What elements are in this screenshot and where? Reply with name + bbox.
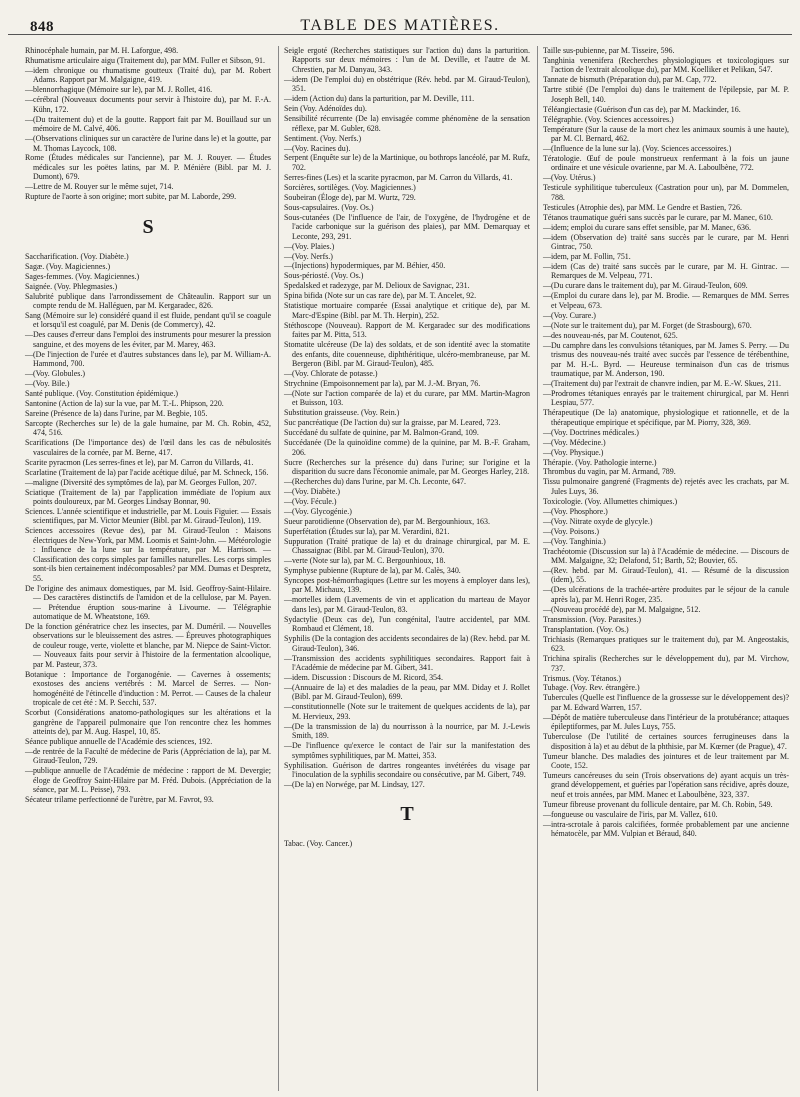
index-entry: Transplantation. (Voy. Os.) (543, 624, 629, 634)
index-entry: Salubrité publique dans l'arrondissement de Châteaulin. Rapport sur un compte rendu de M. Halléguen, par M. Kergaradec, 826. (25, 291, 271, 311)
index-entry: —(Voy. Fécule.) (284, 496, 337, 506)
index-entry: —(Nouveau procédé de), par M. Malgaigne, 512. (543, 604, 701, 614)
index-entry: Télégraphie. (Voy. Sciences accessoires.) (543, 114, 674, 124)
index-entry: Tabac. (Voy. Cancer.) (284, 839, 353, 849)
index-entry: —(Voy. Curare.) (543, 310, 596, 320)
index-entry: Sous-périosté. (Voy. Os.) (284, 271, 364, 281)
index-entry: —(Des ulcérations de la trachée-artère produites par le séjour de la canule après la), par M. Henri Roger, 235. (543, 585, 789, 604)
index-entry: Testicule syphilitique tuberculeux (Castration pour un), par M. Dommelen, 788. (543, 183, 789, 202)
index-entry: Spedalsked et radezyge, par M. Delioux de Savignac, 231. (284, 281, 470, 291)
index-entry: Tumeur blanche. Des maladies des jointures et de leur traitement par M. Coote, 152. (543, 751, 789, 771)
index-entry: Sagæ. (Voy. Magiciennes.) (25, 261, 111, 271)
index-entry: —(Voy. Phosphore.) (543, 506, 608, 516)
index-entry: —(De la transmission de la) du nourrisson à la nourrice, par M. J.-Lewis Smith, 189. (284, 721, 530, 741)
index-entry: Sareine (Présence de la) dans l'urine, par M. Begbie, 105. (25, 409, 208, 418)
index-entry: Sensibilité récurrente (De la) envisagée comme phénomène de la sensation réflexe, par M. Gubler, 628. (284, 114, 530, 133)
index-entry: Rhumatisme articulaire aigu (Traitement du), par MM. Fuller et Sibson, 91. (25, 55, 265, 65)
index-entry: Scarite pyracmon (Les serres-fines et le), par M. Carron du Villards, 41. (25, 457, 254, 467)
index-entry: Sécateur trilame perfectionné de l'urètre, par M. Favrot, 93. (25, 795, 214, 805)
index-entry: Toxicologie. (Voy. Allumettes chimiques.) (543, 496, 678, 506)
index-entry: —(Traitement du) par l'extrait de chanvre indien, par M. E.-W. Skues, 211. (543, 378, 781, 388)
index-entry: —(Voy. Racines du). (284, 143, 351, 153)
index-entry: Seigle ergoté (Recherches statistiques sur l'action du) dans la parturition. Rapports sur deux mémoires : l'un de M. Deville, et l'autre de M. Chrestien, par M. Danyau, 343. (284, 46, 530, 74)
index-entry: —(Du curare dans le traitement du), par M. Giraud-Teulon, 609. (543, 281, 748, 291)
index-entry: Saignée. (Voy. Phlegmasies.) (25, 281, 118, 291)
index-entry: Serres-fines (Les) et la scarite pyracmon, par M. Carron du Villards, 41. (284, 172, 513, 182)
index-entry: —(Observations cliniques sur un caractère de l'urine dans le) et la goutte, par M. Thomas Laycock, 108. (25, 134, 271, 153)
index-entry: Rome (Études médicales sur l'ancienne), par M. J. Rouyer. — Études médicales sur les poëtes latins, par M. P. Ménière (Bibl. par M. J. Dumont), 679. (25, 153, 271, 182)
index-entry: —idem; emploi du curare sans effet sensible, par M. Manec, 636. (543, 222, 751, 232)
index-entry: —(Voy. Poisons.) (543, 526, 600, 536)
index-entry: Tubage. (Voy. Rev. étrangère.) (543, 683, 640, 693)
index-entry: Suc pancréatique (De l'action du) sur la graisse, par M. Leared, 723. (284, 418, 501, 428)
index-entry: —idem chronique ou rhumatisme goutteux (Traité du), par M. Robert Adams. Rapport par M. Malgaigne, 419. (25, 65, 271, 85)
index-entry: —idem (Cas de) traité sans succès par le curare, par M. H. Gintrac. — Remarques de M. Velpeau, 771. (543, 261, 789, 281)
index-entry: Sueur parotidienne (Observation de), par M. Bergounhioux, 163. (284, 516, 490, 526)
index-entry: Trichiasis (Remarques pratiques sur le traitement du), par M. Angeostakis, 623. (543, 634, 789, 654)
index-entry: —fongueuse ou vasculaire de l'iris, par M. Vallez, 610. (543, 809, 718, 819)
index-entry: —blennorrhagique (Mémoire sur le), par M. J. Rollet, 416. (25, 85, 213, 95)
index-entry: Tumeur fibreuse provenant du follicule dentaire, par M. Ch. Robin, 549. (543, 799, 773, 809)
index-column-right (537, 46, 792, 1091)
index-entry: —(Voy. Globules.) (25, 369, 85, 379)
index-entry: Trichina spiralis (Recherches sur le développement du), par M. Virchow, 737. (543, 654, 789, 673)
index-entry: Thrombus du vagin, par M. Armand, 789. (543, 467, 676, 477)
index-entry: Thérapie. (Voy. Pathologie interne.) (543, 457, 657, 467)
index-entry: Superfétation (Études sur la), par M. Verardini, 821. (284, 526, 450, 536)
index-entry: —De l'influence qu'exerce le contact de l'air sur la manifestation des symptômes syphilitiques, par M. Mattei, 353. (284, 741, 530, 760)
index-entry: —(Note sur l'action comparée de la) et du curare, par MM. Martin-Magron et Buisson, 103. (284, 388, 530, 408)
index-entry: Serpent (Enquête sur le) de la Martinique, ou bothrops lancéolé, par M. Rufz, 702. (284, 153, 530, 172)
index-entry: De l'origine des animaux domestiques, par M. Isid. Geoffroy-Saint-Hilaire. — Des caractères distinctifs de l'amidon et de la cellulose, par M. Payen. — Prétendue éruption sous-marine à Livourne. — Télégraphie automatique de M. Wheatstone, 169. (25, 583, 271, 622)
page-number: 848 (30, 19, 54, 35)
index-entry: —Du camphre dans les convulsions tétaniques, par M. James S. Perry. — Du trismus des nouveau-nés traité avec succès par l'essence de térébenthine, par M. H.-L. Byrd. — Heureuse terminaison d'un cas de trismus traumatique, par M. Anderson, 190. (543, 340, 789, 378)
page-title: TABLE DES MATIÈRES. (300, 17, 500, 34)
index-entry: —(Rev. hebd. par M. Giraud-Teulon), 41. — Résumé de la discussion (idem), 55. (543, 566, 789, 585)
index-entry: —verte (Note sur la), par M. C. Bergounhioux, 18. (284, 556, 446, 566)
index-entry: —(Du traitement du) et de la goutte. Rapport fait par M. Bouillaud sur un mémoire de M. Calvé, 406. (25, 114, 271, 134)
index-entry: Succédané du sulfate de quinine, par M. Balmon-Grand, 109. (284, 428, 479, 438)
index-entry: Rhinocéphale humain, par M. H. Laforgue, 498. (25, 46, 179, 55)
index-entry: —idem, par M. Follin, 751. (543, 252, 631, 262)
index-entry: Tuberculose (De l'utilité de certaines sources ferrugineuses dans la disposition à la) et au début de la phthisie, par M. Kœrner (de Prague), 47. (543, 732, 789, 751)
index-entry: Soubeiran (Éloge de), par M. Wurtz, 729. (284, 192, 416, 202)
index-entry: Syncopes post-hémorrhagiques (Lettre sur les moyens à employer dans les), par M. Michaux, 139. (284, 575, 530, 595)
section-letter: T (400, 803, 414, 826)
index-entry: —(Voy. Utérus.) (543, 173, 596, 183)
index-entry: Tétanos traumatique guéri sans succès par le curare, par M. Manec, 610. (543, 212, 773, 222)
index-entry: —Lettre de M. Rouyer sur le même sujet, 714. (25, 182, 174, 192)
index-entry: Thérapeutique (De la) anatomique, physiologique et rationnelle, et de la thérapeutique empirique et spécifique, par M. Piorry, 328, 369. (543, 408, 789, 427)
index-entry: Sorcières, sortilèges. (Voy. Magiciennes.) (284, 182, 416, 192)
index-entry: Séance publique annuelle de l'Académie des sciences, 192. (25, 736, 213, 746)
index-entry: Rupture de l'aorte à son origine; mort subite, par M. Laborde, 299. (25, 192, 237, 202)
index-entry: Tumeurs cancéreuses du sein (Trois observations de) ayant acquis un très-grand développement, et guéries par l'opération sans récidive, après douze, neuf et trois années, par MM. Manec et Laboulbène, 323, 337. (543, 771, 789, 799)
index-entry: —intra-scrotale à parois calcifiées, formée probablement par une ancienne hématocèle, par MM. Vulpian et Béraud, 840. (543, 819, 789, 839)
index-entry: Scarifications (De l'importance des) de l'œil dans les cas de nébulosités vasculaires de la cornée, par M. Berne, 417. (25, 438, 271, 457)
index-entry: —Prodromes tétaniques enrayés par le traitement chirurgical, par M. Henri Lespiau, 577. (543, 388, 789, 408)
index-column-left (22, 46, 274, 1091)
index-entry: Sentiment. (Voy. Nerfs.) (284, 133, 362, 143)
index-entry: —(Voy. Chlorate de potasse.) (284, 368, 378, 378)
index-entry: —(Influence de la lune sur la). (Voy. Sciences accessoires.) (543, 144, 732, 154)
index-entry: —(Note sur le traitement du), par M. Forget (de Strasbourg), 670. (543, 320, 752, 330)
index-entry: Statistique mortuaire comparée (Essai analytique et critique de), par M. Marc-d'Espine (Bibl. par M. Th. Herpin), 252. (284, 301, 530, 320)
index-entry: Transmission. (Voy. Parasites.) (543, 614, 642, 624)
index-entry: Sous-cutanées (De l'influence de l'air, de l'oxygène, de l'hydrogène et de l'acide carbonique sur la guérison des plaies), par MM. Demarquay et Leconte, 293, 291. (284, 212, 530, 241)
index-entry: —(Voy. Physique.) (543, 447, 604, 457)
index-entry: Tannate de bismuth (Préparation du), par M. Cap, 772. (543, 75, 717, 85)
index-entry: Tissu pulmonaire gangrené (Fragments de) rejetés avec les crachats, par M. Jules Luys, 36. (543, 477, 789, 496)
index-entry: Tanghinia venenifera (Recherches physiologiques et toxicologiques sur l'action de l'extrait alcoolique du), par MM. Koelliker et Pelikan, 547. (543, 55, 789, 75)
index-entry: Strychnine (Empoisonnement par la), par M. J.-M. Bryan, 76. (284, 378, 481, 388)
index-entry: —mortelles idem (Lavements de vin et application du marteau de Mayor dans les), par M. Giraud-Teulon, 83. (284, 595, 530, 614)
index-entry: —constitutionnelle (Note sur le traitement de quelques accidents de la), par M. Hervieux, 293. (284, 702, 530, 721)
index-entry: Scorbut (Considérations anatomo-pathologiques sur les altérations et la gangrène de l'appareil pulmonaire que l'on rencontre chez les hommes atteints de), par M. Aug. Haspel, 10, 85. (25, 708, 271, 736)
index-entry: Sarcopte (Recherches sur le) de la gale humaine, par M. Ch. Robin, 452, 474, 516. (25, 418, 271, 438)
index-entry: —idem (Action du) dans la parturition, par M. Deville, 111. (284, 94, 475, 104)
index-entry: Botanique : Importance de l'organogénie. — Cavernes à ossements; exostoses des anciens vertébrés : M. Marcel de Serres. — Non-homogénéité de l'étincelle d'induction : M. Perrot. — Causes de la chaleur tropicale de cet été : M. P. Secchi, 537. (25, 669, 271, 708)
index-entry: —(Injections) hypodermiques, par M. Béhier, 450. (284, 261, 446, 271)
index-entry: —Des causes d'erreur dans l'emploi des instruments pour mesurer la pression sanguine, et des moyens de les éviter, par M. Marey, 463. (25, 330, 271, 349)
index-entry: —(Voy. Médecine.) (543, 437, 606, 447)
section-letter: S (142, 215, 154, 238)
index-entry: Sucre (Recherches sur la présence du) dans l'urine; sur l'origine et la disparition du sucre dans l'économie animale, par M. Georges Harley, 218. (284, 457, 530, 476)
index-entry: Symphyse pubienne (Rupture de la), par M. Calès, 340. (284, 566, 461, 576)
index-entry: Sciences accessoires (Revue des), par M. Giraud-Teulon : Maisons électriques de New-York, par MM. Loomis et Saint-John. — Météorologie : Influence de la lune sur la température, par M. Harrison. — Classification des corps simples par familles naturelles. Les corps simples sont-ils bien certainement indécomposables? par MM. Dumas et Despretz, 55. (25, 526, 271, 583)
index-entry: —maligne (Diversité des symptômes de la), par M. Georges Fullon, 207. (25, 477, 257, 487)
index-entry: —de rentrée de la Faculté de médecine de Paris (Appréciation de la), par M. Giraud-Teulon, 729. (25, 746, 271, 766)
index-entry: Température (Sur la cause de la mort chez les animaux soumis à une haute), par M. Cl. Bernard, 462. (543, 124, 789, 144)
index-entry: Sein (Voy. Adénoïdes du). (284, 104, 367, 114)
index-entry: —idem. Discussion : Discours de M. Ricord, 354. (284, 673, 443, 682)
index-entry: —(Voy. Bile.) (25, 379, 70, 389)
index-entry: —(Voy. Nerfs.) (284, 251, 333, 261)
index-entry: Tératologie. Œuf de poule monstrueux renfermant à la fois un jaune ordinaire et une vésicule ovarienne, par M. A. Laboulbène, 772. (543, 153, 789, 173)
index-entry: Trismus. (Voy. Tétanos.) (543, 673, 622, 683)
index-entry: Trachéotomie (Discussion sur la) à l'Académie de médecine. — Discours de MM. Malgaigne, 32; Delafond, 51; Barth, 52; Bouvier, 65. (543, 546, 789, 566)
index-entry: —(De la) en Norwége, par M. Lindsay, 127. (284, 779, 425, 789)
index-entry: Sous-capsulaires. (Voy. Os.) (284, 202, 374, 212)
index-entry: —(Recherches du) dans l'urine, par M. Ch. Leconte, 647. (284, 476, 466, 486)
index-entry: Sciences. L'année scientifique et industrielle, par M. Louis Figuier. — Essais scientifiques, par M. Victor Meunier (Bibl. par M. Giraud-Teulon), 119. (25, 507, 271, 526)
index-entry: Sang (Mémoire sur le) considéré quand il est fluide, pendant qu'il se coagule et lorsqu'il est coagulé, par M. Denis (de Commercy), 42. (25, 310, 271, 330)
index-entry: Scarlatine (Traitement de la) par l'acide acétique dilué, par M. Schneck, 156. (25, 467, 269, 477)
index-entry: Saccharification. (Voy. Diabète.) (25, 251, 129, 261)
index-entry: Spina bifida (Note sur un cas rare de), par M. T. Ancelet, 92. (284, 291, 477, 301)
index-entry: —(Voy. Plaies.) (284, 241, 335, 251)
index-columns (22, 46, 792, 1091)
index-entry: —publique annuelle de l'Académie de médecine : rapport de M. Devergie; éloge de Geoffroy Saint-Hilaire par M. Fréd. Dubois. (Appréciation de la séance, par M. L. Peisse), 793. (25, 766, 271, 795)
index-entry: Syphilis (De la contagion des accidents secondaires de la) (Rev. hebd. par M. Giraud-Teulon), 346. (284, 634, 530, 653)
index-entry: —(Voy. Doctrines médicales.) (543, 427, 639, 437)
index-entry: —idem (De l'emploi du) en obstétrique (Rév. hebd. par M. Giraud-Teulon), 351. (284, 74, 530, 94)
index-entry: —Transmission des accidents syphilitiques secondaires. Rapport fait à l'Académie de médecine par M. Gibert, 341. (284, 653, 530, 673)
index-entry: —(Voy. Glycogénie.) (284, 506, 352, 516)
index-entry: —idem (Observation de) traité sans succès par le curare, par M. Henri Gintrac, 750. (543, 232, 789, 252)
index-entry: —cérébral (Nouveaux documents pour servir à l'histoire du), par M. F.-A. Kühn, 172. (25, 95, 271, 114)
page-header (8, 0, 792, 35)
index-entry: Testicules (Atrophie des), par MM. Le Gendre et Bastien, 726. (543, 202, 742, 212)
index-entry: Tubercules (Quelle est l'influence de la grossesse sur le développement des)? par M. Edward Warren, 157. (543, 693, 789, 712)
index-entry: —(Annuaire de la) et des maladies de la peau, par MM. Diday et J. Rollet (Bibl. par M. Giraud-Teulon), 699. (284, 682, 530, 702)
index-entry: Substitution graisseuse. (Voy. Rein.) (284, 408, 400, 418)
index-entry: Sydactylie (Deux cas de), l'un congénital, l'autre accidentel, par MM. Rombaud et Clément, 18. (284, 614, 530, 634)
index-entry: Syphilisation. Guérison de dartres rongeantes invétérées du visage par l'inoculation de la syphilis secondaire ou consécutive, par M. Gibert, 749. (284, 760, 530, 780)
index-entry: Sages-femmes. (Voy. Magiciennes.) (25, 271, 140, 281)
index-entry: Sciatique (Traitement de la) par l'application immédiate de l'opium aux points douloureux, par M. Georges Lindsay Bonnar, 90. (25, 487, 271, 507)
index-entry: De la fonction génératrice chez les insectes, par M. Duméril. — Nouvelles observations sur le bleuissement des astres. — Épreuves photographiques de couleur rouge, verte, violette et blanche, par M. Niepce de Saint-Victor. — Nouveaux faits pour servir à l'histoire de la fermentation alcoolique, par M. Pasteur, 373. (25, 621, 271, 669)
index-column-middle (278, 46, 533, 1091)
index-entry: Succédanée (De la quinoïdine comme) de la quinine, par M. B.-F. Graham, 206. (284, 438, 530, 457)
index-entry: —(De l'injection de l'urée et d'autres substances dans le), par M. William-A. Hammond, 700. (25, 349, 271, 369)
index-entry: Stomatite ulcéreuse (De la) des soldats, et de son identité avec la stomatite des enfants, dite couenneuse, diphthéritique, ulcéro-membraneuse, par M. Bergeron (Bibl. par M. Giraud-Teulon), 485. (284, 340, 530, 368)
index-entry: Santé publique. (Voy. Constitution épidémique.) (25, 389, 178, 399)
index-entry: Taille sus-pubienne, par M. Tisseire, 596. (543, 46, 675, 55)
index-entry: —Dépôt de matière tuberculeuse dans l'intérieur de la protubérance; attaques épileptiformes, par M. Jules Luys, 755. (543, 712, 789, 732)
index-entry: —(Voy. Tanghinia.) (543, 536, 606, 546)
index-entry: —(Voy. Nitrate oxyde de glycyle.) (543, 516, 653, 526)
index-entry: Téléangiectasie (Guérison d'un cas de), par M. Mackinder, 16. (543, 104, 741, 114)
index-entry: —(Voy. Diabète.) (284, 486, 340, 496)
index-entry: —des nouveau-nés, par M. Coutenot, 625. (543, 330, 678, 340)
index-entry: Santonine (Action de la) sur la vue, par M. T.-L. Phipson, 220. (25, 399, 224, 409)
index-entry: Stéthoscope (Nouveau). Rapport de M. Kergaradec sur des modifications faites par M. Pitta, 513. (284, 320, 530, 340)
index-entry: Suppuration (Traité pratique de la) et du drainage chirurgical, par M. E. Chassaignac (Bibl. par M. Giraud-Teulon), 370. (284, 536, 530, 556)
index-entry: —(Emploi du curare dans le), par M. Brodie. — Remarques de MM. Serres et Velpeau, 673. (543, 291, 789, 310)
index-entry: Tartre stibié (De l'emploi du) dans le traitement de l'épilepsie, par M. P. Joseph Bell, 140. (543, 85, 789, 104)
